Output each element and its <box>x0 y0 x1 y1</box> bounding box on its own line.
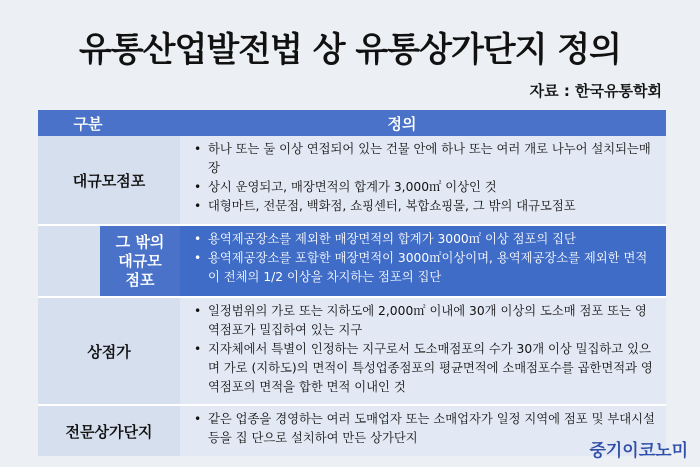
page-title: 유통산업발전법 상 유통상가단지 정의 <box>78 30 621 70</box>
list-item: • 일정범위의 가로 또는 지하도에 2,000㎡ 이내에 30개 이상의 도소매 점포 또는 영역점포가 밀집하여 있는 지구 <box>190 302 658 340</box>
row-definition <box>180 136 666 224</box>
definition-table <box>38 110 666 456</box>
row-label: 전문상가단지 <box>38 406 180 456</box>
brand-watermark: 중기이코노미 <box>589 441 688 461</box>
table-row <box>38 136 666 226</box>
header-definition: 정의 <box>387 114 417 133</box>
table-row <box>38 298 666 406</box>
row-label: 대규모점포 <box>38 136 180 224</box>
list-item: • 상시 운영되고, 매장면적의 합계가 3,000㎡ 이상인 것 <box>190 178 658 197</box>
row-label-container <box>38 226 180 296</box>
list-item: • 용역제공장소를 포함한 매장면적이 3000㎡이상이며, 용역제공장소를 제외한 면적이 전체의 1/2 이상을 차지하는 점포의 집단 <box>190 249 658 287</box>
table-row <box>38 406 666 456</box>
list-item: • 하나 또는 둘 이상 연접되어 있는 건물 안에 하나 또는 여러 개로 나누어 설치되는매장 <box>190 140 658 178</box>
list-item: • 용역제공장소를 제외한 매장면적의 합계가 3000㎡ 이상 점포의 집단 <box>190 230 658 249</box>
row-definition <box>180 298 666 404</box>
row-label: 그 밖의 대규모 점포 <box>100 226 180 296</box>
table-header <box>38 110 666 136</box>
source-note: 자료 : 한국유통학회 <box>529 82 662 100</box>
list-item: • 대형마트, 전문점, 백화점, 쇼핑센터, 복합쇼핑몰, 그 밖의 대규모점포 <box>190 197 658 216</box>
header-category: 구분 <box>73 114 103 133</box>
list-item: • 지자체에서 특별이 인정하는 지구로서 도소매점포의 수가 30개 이상 밀집하고 있으며 가로 (지하도)의 면적이 특성업종점포의 평균면적에 소매점포수를 곱한면적과 영역점포의 면적을 합한 면적 이내인 것 <box>190 340 658 397</box>
row-definition <box>180 226 666 296</box>
table-row-highlighted <box>38 226 666 298</box>
row-label: 상점가 <box>38 298 180 404</box>
list-item: • 같은 업종을 경영하는 여러 도매업자 또는 소매업자가 일정 지역에 점포 및 부대시설 등을 집 단으로 설치하여 만든 상가단지 <box>190 410 658 448</box>
